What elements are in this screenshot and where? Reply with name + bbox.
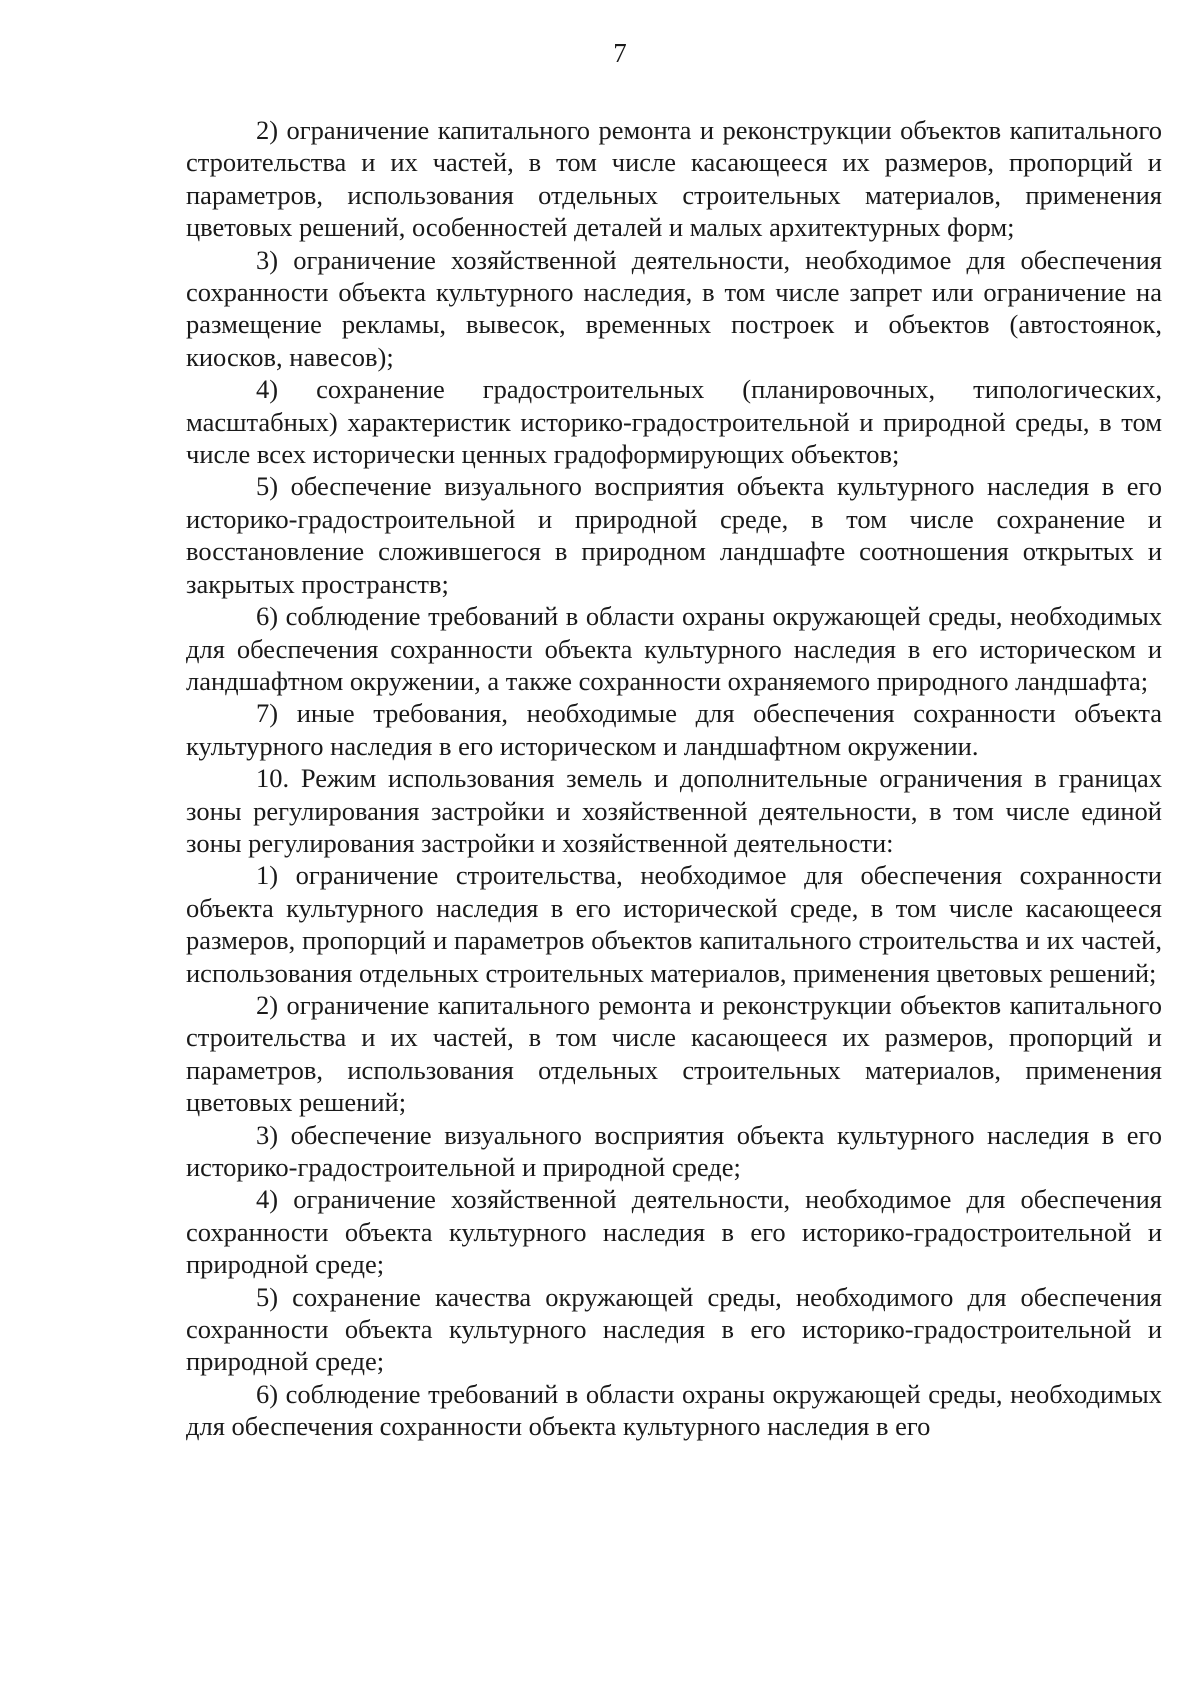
paragraph-11: 4) ограничение хозяйственной деятельности, необходимое для обеспечения сохранности объекта культурного наследия в его историко-градостроительной и природной среде;: [186, 1184, 1162, 1280]
paragraph-7: 10. Режим использования земель и дополнительные ограничения в границах зоны регулирования застройки и хозяйственной деятельности, в том числе единой зоны регулирования застройки и хозяйственной деятельности:: [186, 763, 1162, 858]
paragraph-6: 7) иные требования, необходимые для обеспечения сохранности объекта культурного наследия в его историческом и ландшафтном окружении.: [186, 698, 1162, 761]
paragraph-12: 5) сохранение качества окружающей среды, необходимого для обеспечения сохранности объекта культурного наследия в его историко-градостроительной и природной среде;: [186, 1281, 1162, 1377]
paragraph-10: 3) обеспечение визуального восприятия объекта культурного наследия в его историко-градостроительной и природной среде;: [186, 1119, 1162, 1182]
page-number: 7: [613, 38, 627, 68]
paragraph-2: 3) ограничение хозяйственной деятельности, необходимое для обеспечения сохранности объекта культурного наследия, в том числе запрет или ограничение на размещение рекламы, вывесок, временных построек и объектов (автостоянок, киосков, навесов);: [186, 244, 1162, 372]
paragraph-1: 2) ограничение капитального ремонта и реконструкции объектов капитального строительства и их частей, в том числе касающееся их размеров, пропорций и параметров, использования отдельных строительных материалов, применения цветовых решений, особенностей деталей и малых архитектурных форм;: [186, 115, 1162, 243]
paragraph-8: 1) ограничение строительства, необходимое для обеспечения сохранности объекта культурного наследия в его исторической среде, в том числе касающееся размеров, пропорций и параметров объектов капитального строительства и их частей, использования отдельных строительных материалов, применения цветовых решений;: [186, 860, 1162, 988]
paragraph-4: 5) обеспечение визуального восприятия объекта культурного наследия в его историко-градостроительной и природной среде, в том числе сохранение и восстановление сложившегося в природном ландшафте соотношения открытых и закрытых пространств;: [186, 471, 1162, 599]
paragraph-3: 4) сохранение градостроительных (планировочных, типологических, масштабных) характеристик историко-градостроительной и природной среды, в том числе всех исторически ценных градоформирующих объектов;: [186, 374, 1162, 470]
paragraph-5: 6) соблюдение требований в области охраны окружающей среды, необходимых для обеспечения сохранности объекта культурного наследия в его историческом и ландшафтном окружении, а также сохранности охраняемого природного ландшафта;: [186, 601, 1162, 696]
paragraph-9: 2) ограничение капитального ремонта и реконструкции объектов капитального строительства и их частей, в том числе касающееся их размеров, пропорций и параметров, использования отдельных строительных материалов, применения цветовых решений;: [186, 989, 1162, 1118]
paragraph-13: 6) соблюдение требований в области охраны окружающей среды, необходимых для обеспечения сохранности объекта культурного наследия в его: [186, 1378, 1162, 1442]
document-body: [186, 114, 1162, 1443]
